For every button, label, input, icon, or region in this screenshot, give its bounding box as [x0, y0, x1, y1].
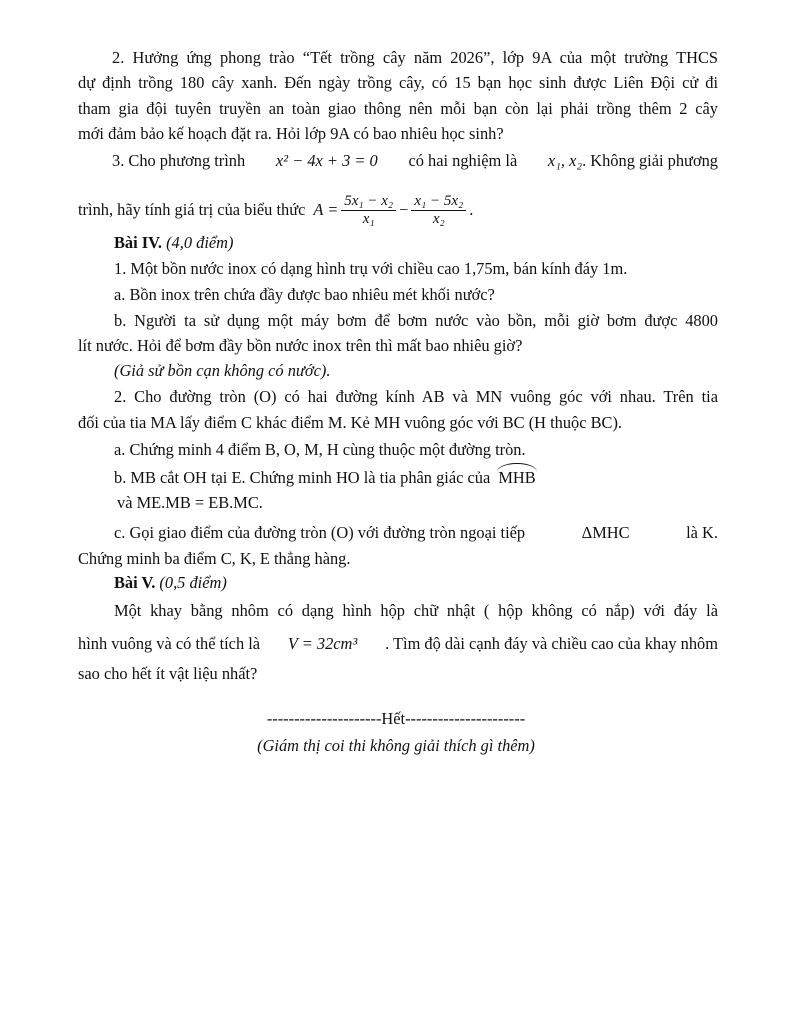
- section-5-line-3: sao cho hết ít vật liệu nhất?: [78, 664, 258, 683]
- problem-3-equation: x² − 4x + 3 = 0: [275, 151, 378, 170]
- section-4-q1b-line-2: lít nước. Hỏi để bơm đầy bồn nước inox trên thì mất bao nhiêu giờ?: [78, 336, 523, 355]
- section-5-line-2-prefix: hình vuông và có thể tích là: [78, 634, 261, 653]
- section-4-q2a: a. Chứng minh 4 điểm B, O, M, H cùng thuộc một đường tròn.: [114, 440, 526, 459]
- section-4-q2b-text: b. MB cắt OH tại E. Chứng minh HO là tia phân giác của: [114, 468, 491, 487]
- expression-end: .: [469, 200, 474, 219]
- angle-mhb: MHB: [498, 468, 536, 487]
- problem-3-line-1: [112, 151, 718, 171]
- problem-3-suffix: . Không giải phương: [582, 151, 718, 170]
- section-4-q1a: a. Bồn inox trên chứa đầy được bao nhiêu mét khối nước?: [114, 285, 495, 304]
- fraction-2-denominator: x₂: [432, 210, 445, 227]
- section-4-points: (4,0 điểm): [166, 233, 234, 252]
- fraction-2-numerator: x₁ − 5x₂: [411, 193, 466, 211]
- volume-expression: V = 32cm³: [287, 634, 358, 653]
- section-4-q2c-line-2: Chứng minh ba điểm C, K, E thẳng hàng.: [78, 549, 351, 568]
- section-5-line-1: Một khay bằng nhôm có dạng hình hộp chữ nhật ( hộp không có nắp) với đáy là: [114, 601, 718, 620]
- section-4-q2b-line-1: [114, 468, 536, 488]
- problem-3-line-2-text: trình, hãy tính giá trị của biểu thức: [78, 200, 306, 219]
- section-4-q1-note: (Giả sử bồn cạn không có nước).: [114, 361, 331, 380]
- fraction-1-denominator: x₁: [362, 210, 375, 227]
- section-5-points: (0,5 điểm): [159, 573, 227, 592]
- end-marker: ---------------------Hết----------------------: [266, 709, 526, 728]
- triangle-mhc: ΔMHC: [581, 523, 630, 542]
- problem-2-line-2: dự định trồng 180 cây xanh. Đến ngày trồng cây, có 15 bạn học sinh được Liên Đội cử đi: [78, 73, 718, 92]
- section-4-title: Bài IV.: [114, 233, 162, 252]
- fraction-2: [411, 193, 466, 228]
- section-5-line-2: [78, 634, 718, 654]
- section-5-line-2-suffix: . Tìm độ dài cạnh đáy và chiều cao của khay nhôm: [385, 634, 718, 653]
- section-4-heading: [114, 233, 233, 253]
- expression-lhs: A =: [313, 200, 339, 219]
- proctor-note: (Giám thị coi thi không giải thích gì thêm): [257, 736, 535, 755]
- problem-2-line-3: tham gia đội tuyên truyền an toàn giao thông nên mỗi bạn còn lại phải trồng thêm 2 cây: [78, 99, 718, 118]
- section-4-q1b-line-1: b. Người ta sử dụng một máy bơm để bơm nước vào bồn, mỗi giờ bơm được 4800: [114, 311, 718, 330]
- section-4-q2c-text: c. Gọi giao điểm của đường tròn (O) với đường tròn ngoại tiếp: [114, 523, 526, 542]
- problem-3-middle: có hai nghiệm là: [408, 151, 518, 170]
- section-4-q2c-end: là K.: [686, 523, 718, 542]
- minus-sign: −: [399, 200, 409, 219]
- section-5-title: Bài V.: [114, 573, 156, 592]
- section-4-q2c-line-1: [114, 523, 718, 543]
- problem-3-prefix: 3. Cho phương trình: [112, 151, 246, 170]
- section-4-q1: 1. Một bồn nước inox có dạng hình trụ với chiều cao 1,75m, bán kính đáy 1m.: [114, 259, 628, 278]
- problem-3-roots: x₁, x₂: [547, 151, 583, 170]
- problem-3-line-2: [78, 188, 473, 232]
- fraction-1: [341, 193, 396, 228]
- section-4-q2-line-2: đối của tia MA lấy điểm C khác điểm M. Kẻ MH vuông góc với BC (H thuộc BC).: [78, 413, 623, 432]
- fraction-1-numerator: 5x₁ − x₂: [341, 193, 396, 211]
- section-4-q2-line-1: 2. Cho đường tròn (O) có hai đường kính AB và MN vuông góc với nhau. Trên tia: [114, 387, 718, 406]
- section-4-q2b-line-2: và ME.MB = EB.MC.: [117, 493, 263, 512]
- problem-2-line-1: 2. Hưởng ứng phong trào “Tết trồng cây năm 2026”, lớp 9A của một trường THCS: [112, 48, 718, 67]
- section-5-heading: [114, 573, 227, 593]
- problem-2-line-4: mới đảm bảo kế hoạch đặt ra. Hỏi lớp 9A có bao nhiêu học sinh?: [78, 124, 504, 143]
